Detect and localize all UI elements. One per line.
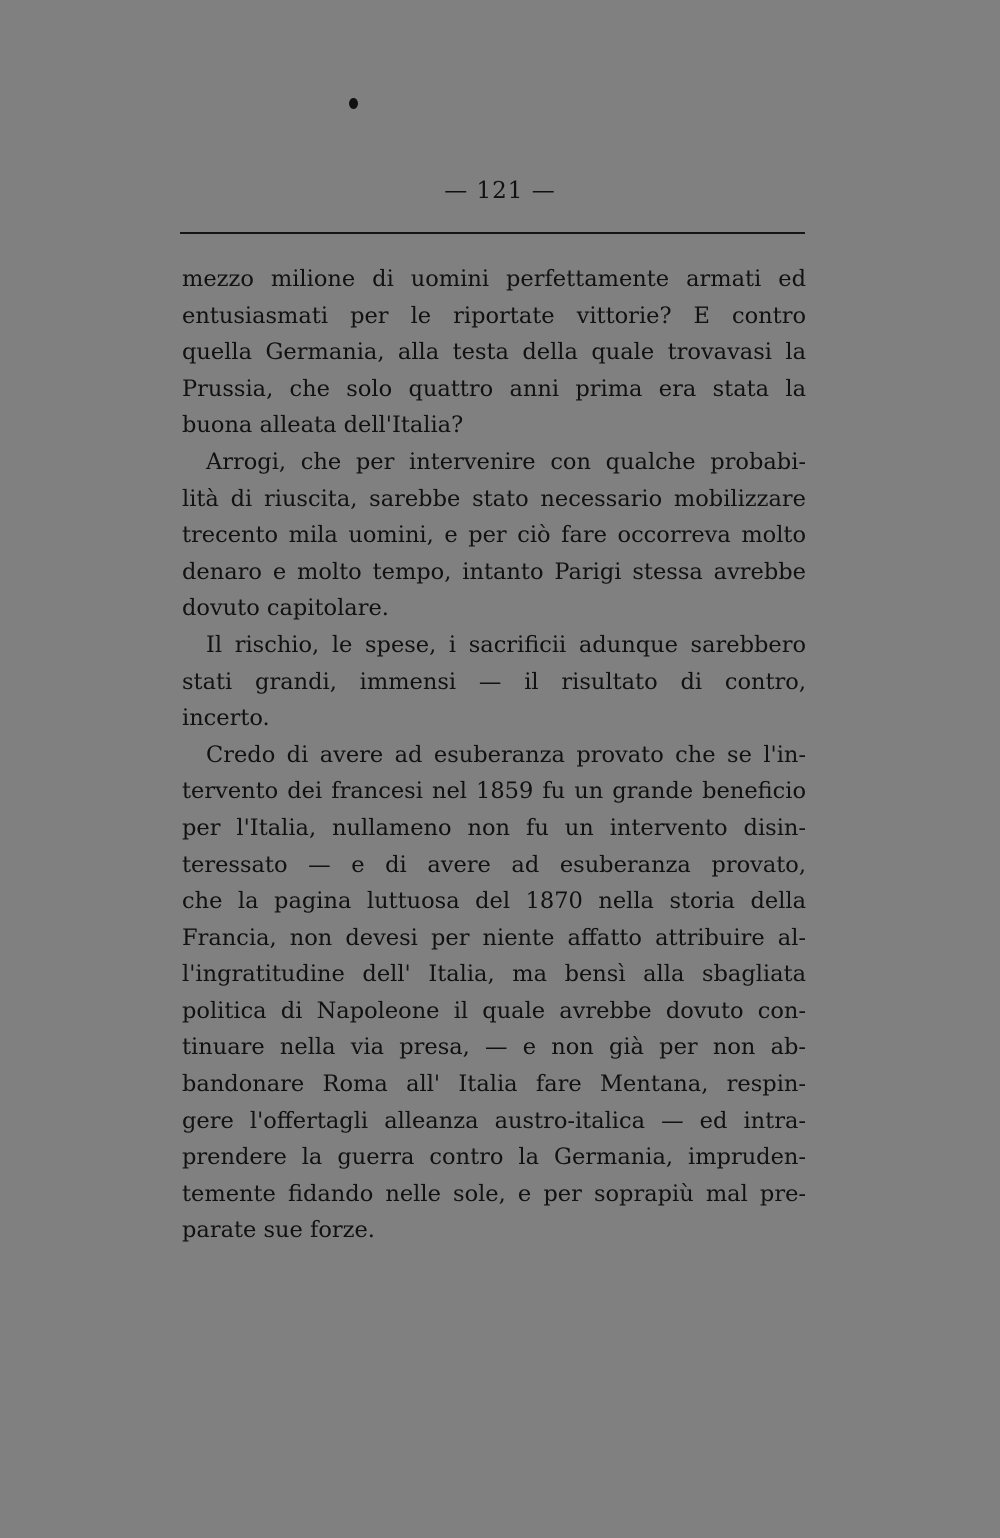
text-line: prendere la guerra contro la Germania, impruden- <box>182 1144 806 1171</box>
text-line: gere l'offertagli alleanza austro-italica — ed intra- <box>182 1107 806 1134</box>
text-line: Il rischio, le spese, i sacrificii adunque sarebbero <box>206 631 806 658</box>
text-line: politica di Napoleone il quale avrebbe dovuto con- <box>182 997 806 1024</box>
text-line: Francia, non devesi per niente affatto attribuire al- <box>182 924 806 951</box>
text-line: per l'Italia, nullameno non fu un intervento disin- <box>182 814 806 841</box>
ink-speck <box>349 98 358 109</box>
text-line: dovuto capitolare. <box>182 595 389 622</box>
text-line: denaro e molto tempo, intanto Parigi stessa avrebbe <box>182 558 806 585</box>
text-line: che la pagina luttuosa del 1870 nella storia della <box>182 888 806 915</box>
text-line: stati grandi, immensi — il risultato di contro, <box>182 668 806 695</box>
text-line: lità di riuscita, sarebbe stato necessario mobilizzare <box>182 485 806 512</box>
text-line: Arrogi, che per intervenire con qualche probabi- <box>206 448 806 475</box>
text-line: bandonare Roma all' Italia fare Mentana, respin- <box>182 1071 806 1098</box>
text-line: temente fidando nelle sole, e per soprapiù mal pre- <box>182 1180 806 1207</box>
body-text <box>182 261 806 1249</box>
text-line: teressato — e di avere ad esuberanza provato, <box>182 851 806 878</box>
text-line: Prussia, che solo quattro anni prima era stata la <box>182 375 806 402</box>
text-line: tinuare nella via presa, — e non già per non ab- <box>182 1034 806 1061</box>
text-line: mezzo milione di uomini perfettamente armati ed <box>182 266 806 292</box>
text-line: l'ingratitudine dell' Italia, ma bensì alla sbagliata <box>182 961 806 988</box>
text-line: incerto. <box>182 705 270 732</box>
text-line: parate sue forze. <box>182 1217 375 1244</box>
page-number: — 121 — <box>444 178 556 204</box>
text-line: tervento dei francesi nel 1859 fu un grande beneficio <box>182 778 806 805</box>
text-line: entusiasmati per le riportate vittorie? E contro <box>182 302 806 329</box>
text-line: trecento mila uomini, e per ciò fare occorreva molto <box>182 522 806 549</box>
text-line: quella Germania, alla testa della quale trovavasi la <box>182 339 806 366</box>
header-rule <box>180 232 805 234</box>
text-line: Credo di avere ad esuberanza provato che se l'in- <box>206 741 806 768</box>
text-line: buona alleata dell'Italia? <box>182 412 464 439</box>
